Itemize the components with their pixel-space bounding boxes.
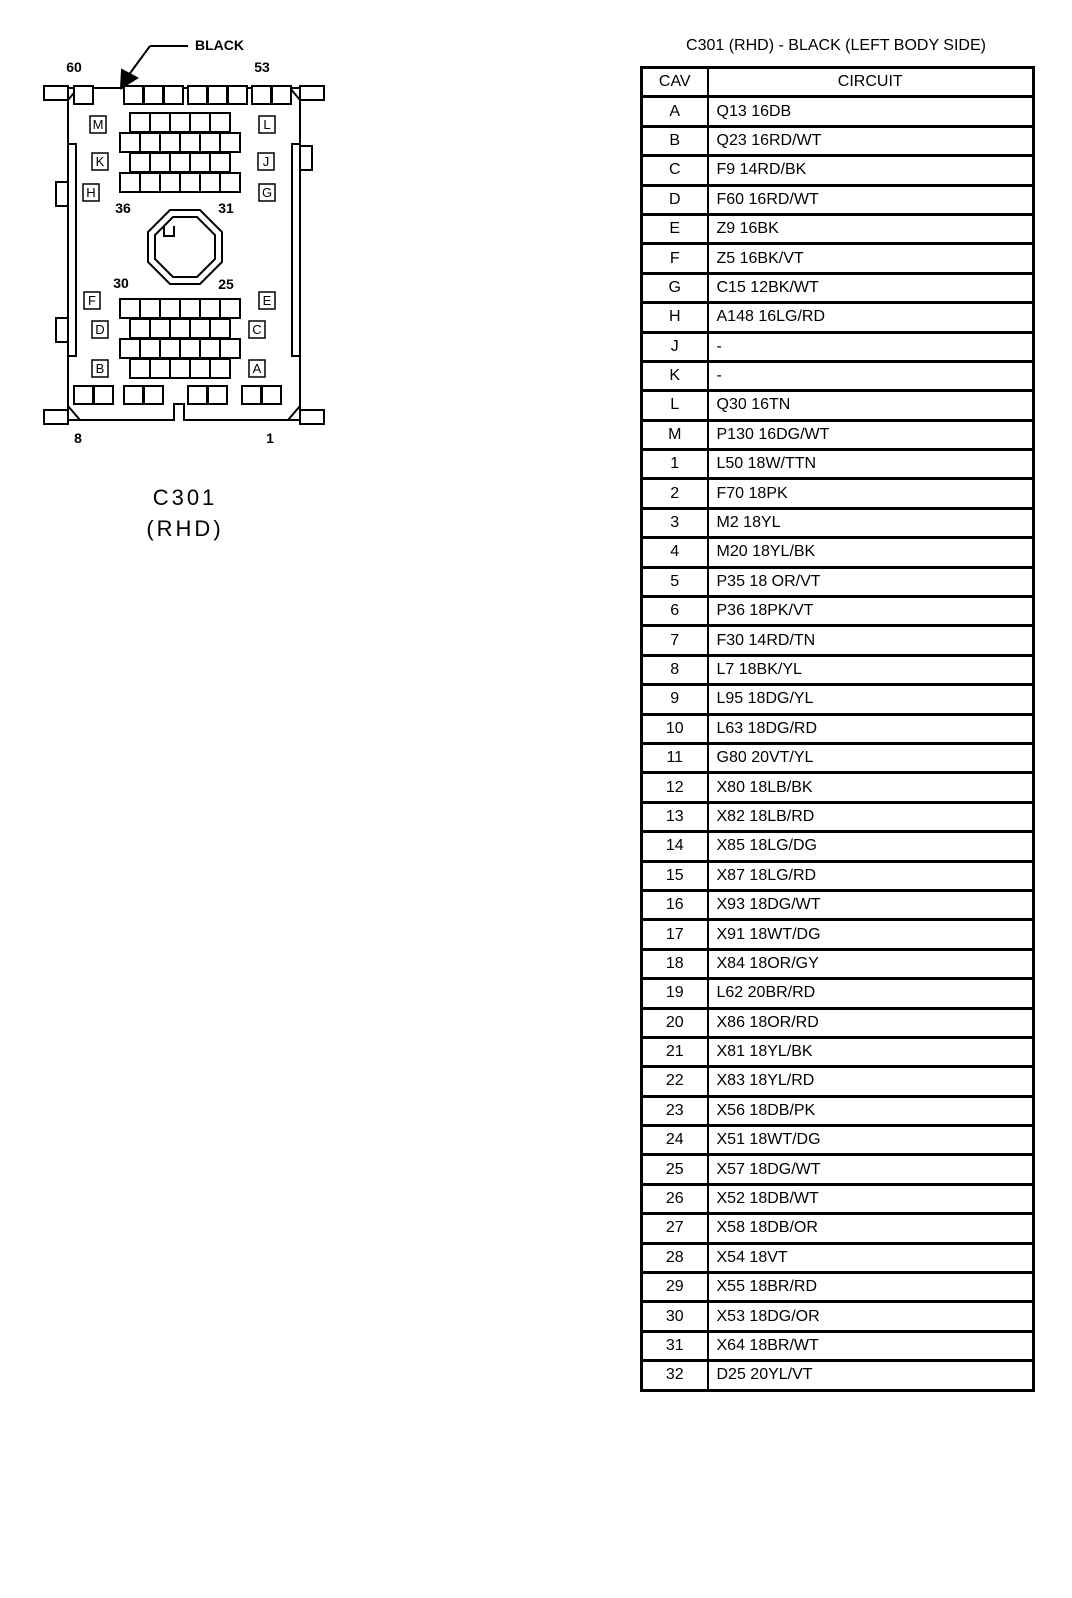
- circuit-cell: Q13 16DB: [708, 97, 1034, 126]
- terminal-cavity: [120, 339, 140, 358]
- terminal-cavity: [180, 339, 200, 358]
- circuit-cell: X86 18OR/RD: [708, 1008, 1034, 1037]
- table-row: [642, 685, 1034, 714]
- terminal-cavity: [190, 319, 210, 338]
- cavity-letter: G: [261, 185, 273, 200]
- cavity-cell: 27: [642, 1214, 708, 1243]
- table-row: [642, 714, 1034, 743]
- circuit-cell: L50 18W/TTN: [708, 450, 1034, 479]
- circuit-cell: X58 18DB/OR: [708, 1214, 1034, 1243]
- cavity-cell: 1: [642, 450, 708, 479]
- cavity-letter: L: [263, 117, 271, 132]
- table-row: [642, 979, 1034, 1008]
- table-row: [642, 743, 1034, 772]
- table-row: [642, 1155, 1034, 1184]
- cavity-cell: 15: [642, 861, 708, 890]
- circuit-cell: X83 18YL/RD: [708, 1067, 1034, 1096]
- table-row: [642, 508, 1034, 537]
- terminal-cavity: [208, 86, 227, 104]
- cavity-cell: 24: [642, 1126, 708, 1155]
- circuit-cell: Z5 16BK/VT: [708, 244, 1034, 273]
- table-row: [642, 626, 1034, 655]
- pin-number-label: 36: [115, 200, 131, 216]
- cavity-cell: 25: [642, 1155, 708, 1184]
- terminal-cavity: [124, 386, 143, 404]
- cavity-cell: 18: [642, 949, 708, 978]
- table-row: [642, 861, 1034, 890]
- cavity-letter: M: [92, 117, 104, 132]
- table-row: [642, 773, 1034, 802]
- terminal-cavity: [170, 359, 190, 378]
- cavity-letter: C: [252, 322, 262, 337]
- terminal-cavity: [150, 153, 170, 172]
- pin-number-label: 8: [74, 430, 82, 446]
- table-row: [642, 832, 1034, 861]
- cavity-cell: 3: [642, 508, 708, 537]
- table-row: [642, 185, 1034, 214]
- table-row: [642, 1008, 1034, 1037]
- terminal-cavity: [150, 319, 170, 338]
- table-row: [642, 1214, 1034, 1243]
- cavity-cell: 31: [642, 1331, 708, 1360]
- terminal-cavity: [220, 133, 240, 152]
- terminal-cavity: [124, 86, 143, 104]
- table-row: [642, 1067, 1034, 1096]
- table-row: [642, 303, 1034, 332]
- pin-number-label: 30: [113, 275, 129, 291]
- terminal-cavity: [140, 173, 160, 192]
- cavity-letter: F: [88, 293, 96, 308]
- circuit-cell: X87 18LG/RD: [708, 861, 1034, 890]
- table-row: [642, 214, 1034, 243]
- table-row: [642, 567, 1034, 596]
- circuit-cell: C15 12BK/WT: [708, 273, 1034, 302]
- circuit-cell: Q30 16TN: [708, 391, 1034, 420]
- terminal-cavity: [74, 386, 93, 404]
- pointer-label: BLACK: [195, 37, 244, 53]
- cavity-circuit-table: [640, 66, 1035, 1392]
- terminal-cavity: [200, 133, 220, 152]
- circuit-cell: P35 18 OR/VT: [708, 567, 1034, 596]
- column-header-cav: CAV: [642, 68, 708, 97]
- table-row: [642, 273, 1034, 302]
- cavity-cell: 30: [642, 1302, 708, 1331]
- cavity-cell: E: [642, 214, 708, 243]
- table-row: [642, 479, 1034, 508]
- table-row: [642, 597, 1034, 626]
- circuit-cell: G80 20VT/YL: [708, 743, 1034, 772]
- terminal-cavity: [210, 319, 230, 338]
- table-row: [642, 920, 1034, 949]
- circuit-cell: L62 20BR/RD: [708, 979, 1034, 1008]
- cavity-cell: 2: [642, 479, 708, 508]
- cavity-cell: 28: [642, 1243, 708, 1272]
- pin-number-label: 31: [218, 200, 234, 216]
- table-row: [642, 420, 1034, 449]
- circuit-cell: X54 18VT: [708, 1243, 1034, 1272]
- circuit-cell: X55 18BR/RD: [708, 1273, 1034, 1302]
- cavity-cell: K: [642, 361, 708, 390]
- terminal-cavity: [120, 173, 140, 192]
- circuit-cell: P36 18PK/VT: [708, 597, 1034, 626]
- cavity-cell: 9: [642, 685, 708, 714]
- circuit-cell: X64 18BR/WT: [708, 1331, 1034, 1360]
- cavity-cell: 11: [642, 743, 708, 772]
- table-row: [642, 332, 1034, 361]
- terminal-cavity: [190, 113, 210, 132]
- cavity-letter: D: [95, 322, 105, 337]
- caption-variant: (RHD): [146, 516, 224, 541]
- terminal-cavity: [144, 386, 163, 404]
- terminal-cavity: [170, 113, 190, 132]
- terminal-cavity: [180, 299, 200, 318]
- table-title: C301 (RHD) - BLACK (LEFT BODY SIDE): [686, 37, 986, 54]
- cavity-cell: F: [642, 244, 708, 273]
- circuit-cell: X85 18LG/DG: [708, 832, 1034, 861]
- circuit-cell: M2 18YL: [708, 508, 1034, 537]
- circuit-cell: P130 16DG/WT: [708, 420, 1034, 449]
- cavity-cell: 21: [642, 1037, 708, 1066]
- circuit-cell: L95 18DG/YL: [708, 685, 1034, 714]
- table-row: [642, 156, 1034, 185]
- terminal-cavity: [164, 86, 183, 104]
- table-row: [642, 450, 1034, 479]
- terminal-cavity: [130, 153, 150, 172]
- terminal-cavity: [252, 86, 271, 104]
- terminal-cavity: [262, 386, 281, 404]
- cavity-cell: G: [642, 273, 708, 302]
- cavity-cell: 26: [642, 1184, 708, 1213]
- cavity-cell: C: [642, 156, 708, 185]
- terminal-cavity: [190, 359, 210, 378]
- connector-caption: [125, 482, 245, 544]
- circuit-cell: M20 18YL/BK: [708, 538, 1034, 567]
- cavity-cell: 29: [642, 1273, 708, 1302]
- cavity-cell: J: [642, 332, 708, 361]
- table-row: [642, 1273, 1034, 1302]
- terminal-cavity: [160, 173, 180, 192]
- circuit-cell: X53 18DG/OR: [708, 1302, 1034, 1331]
- circuit-cell: L7 18BK/YL: [708, 655, 1034, 684]
- cavity-cell: D: [642, 185, 708, 214]
- circuit-cell: D25 20YL/VT: [708, 1361, 1034, 1390]
- pin-number-label: 1: [266, 430, 274, 446]
- cavity-cell: 16: [642, 890, 708, 919]
- terminal-cavity: [180, 133, 200, 152]
- circuit-cell: -: [708, 361, 1034, 390]
- cavity-cell: 14: [642, 832, 708, 861]
- table-row: [642, 391, 1034, 420]
- circuit-cell: L63 18DG/RD: [708, 714, 1034, 743]
- circuit-cell: F9 14RD/BK: [708, 156, 1034, 185]
- table-row: [642, 361, 1034, 390]
- terminal-cavity: [200, 173, 220, 192]
- cavity-cell: 32: [642, 1361, 708, 1390]
- table-row: [642, 1037, 1034, 1066]
- terminal-cavity: [94, 386, 113, 404]
- circuit-cell: X52 18DB/WT: [708, 1184, 1034, 1213]
- cavity-letter: E: [262, 293, 272, 308]
- connector-face-diagram: [0, 0, 340, 460]
- cavity-cell: 10: [642, 714, 708, 743]
- cavity-cell: 13: [642, 802, 708, 831]
- table-header-row: [642, 68, 1034, 97]
- terminal-cavity: [150, 113, 170, 132]
- terminal-cavity: [140, 133, 160, 152]
- circuit-cell: X80 18LB/BK: [708, 773, 1034, 802]
- terminal-cavity: [160, 133, 180, 152]
- cavity-cell: A: [642, 97, 708, 126]
- cavity-cell: 5: [642, 567, 708, 596]
- terminal-cavity: [210, 113, 230, 132]
- table-row: [642, 890, 1034, 919]
- terminal-cavity: [170, 153, 190, 172]
- table-row: [642, 1331, 1034, 1360]
- cavity-letter: K: [95, 154, 105, 169]
- table-row: [642, 1302, 1034, 1331]
- cavity-cell: 19: [642, 979, 708, 1008]
- circuit-cell: X81 18YL/BK: [708, 1037, 1034, 1066]
- terminal-cavity: [210, 359, 230, 378]
- terminal-cavity: [120, 133, 140, 152]
- terminal-cavity: [130, 319, 150, 338]
- terminal-cavity: [208, 386, 227, 404]
- terminal-cavity: [272, 86, 291, 104]
- table-row: [642, 1096, 1034, 1125]
- terminal-cavity: [242, 386, 261, 404]
- terminal-cavity: [74, 86, 93, 104]
- circuit-cell: X82 18LB/RD: [708, 802, 1034, 831]
- pin-number-label: 60: [66, 59, 82, 75]
- circuit-cell: F70 18PK: [708, 479, 1034, 508]
- terminal-cavity: [210, 153, 230, 172]
- cavity-cell: 17: [642, 920, 708, 949]
- caption-connector-id: C301: [152, 485, 218, 510]
- cavity-cell: 12: [642, 773, 708, 802]
- circuit-cell: X93 18DG/WT: [708, 890, 1034, 919]
- terminal-cavity: [120, 299, 140, 318]
- cavity-letter: B: [95, 361, 105, 376]
- terminal-cavity: [190, 153, 210, 172]
- terminal-cavity: [160, 299, 180, 318]
- table-row: [642, 1243, 1034, 1272]
- terminal-cavity: [200, 299, 220, 318]
- terminal-cavity: [200, 339, 220, 358]
- circuit-cell: X56 18DB/PK: [708, 1096, 1034, 1125]
- terminal-cavity: [140, 299, 160, 318]
- circuit-cell: Z9 16BK: [708, 214, 1034, 243]
- terminal-cavity: [130, 113, 150, 132]
- cavity-cell: 7: [642, 626, 708, 655]
- terminal-cavity: [220, 339, 240, 358]
- table-row: [642, 1361, 1034, 1390]
- terminal-cavity: [228, 86, 247, 104]
- table-row: [642, 126, 1034, 155]
- terminal-cavity: [188, 386, 207, 404]
- circuit-cell: Q23 16RD/WT: [708, 126, 1034, 155]
- terminal-cavity: [160, 339, 180, 358]
- cavity-cell: 4: [642, 538, 708, 567]
- black-pointer-arrow: [121, 46, 188, 88]
- table-row: [642, 949, 1034, 978]
- table-row: [642, 538, 1034, 567]
- cavity-cell: 23: [642, 1096, 708, 1125]
- table-row: [642, 802, 1034, 831]
- table-row: [642, 655, 1034, 684]
- circuit-cell: X84 18OR/GY: [708, 949, 1034, 978]
- terminal-cavity: [130, 359, 150, 378]
- cavity-cell: 22: [642, 1067, 708, 1096]
- circuit-cell: -: [708, 332, 1034, 361]
- cavity-cell: 20: [642, 1008, 708, 1037]
- terminal-cavity: [220, 173, 240, 192]
- table-row: [642, 244, 1034, 273]
- cavity-cell: B: [642, 126, 708, 155]
- pin-number-label: 53: [254, 59, 270, 75]
- terminal-cavity: [180, 173, 200, 192]
- cavity-cell: H: [642, 303, 708, 332]
- circuit-cell: F60 16RD/WT: [708, 185, 1034, 214]
- table-row: [642, 97, 1034, 126]
- terminal-cavity: [150, 359, 170, 378]
- circuit-cell: X91 18WT/DG: [708, 920, 1034, 949]
- terminal-cavity: [220, 299, 240, 318]
- circuit-cell: A148 16LG/RD: [708, 303, 1034, 332]
- cavity-letter: A: [252, 361, 262, 376]
- cavity-letter: J: [262, 154, 270, 169]
- circuit-cell: X57 18DG/WT: [708, 1155, 1034, 1184]
- terminal-cavity: [144, 86, 163, 104]
- column-header-circuit: CIRCUIT: [708, 68, 1034, 97]
- terminal-cavity: [140, 339, 160, 358]
- cavity-letter: H: [86, 185, 96, 200]
- terminal-cavity: [170, 319, 190, 338]
- table-row: [642, 1126, 1034, 1155]
- pin-number-label: 25: [218, 276, 234, 292]
- table-row: [642, 1184, 1034, 1213]
- circuit-cell: F30 14RD/TN: [708, 626, 1034, 655]
- cavity-cell: 8: [642, 655, 708, 684]
- circuit-cell: X51 18WT/DG: [708, 1126, 1034, 1155]
- cavity-cell: 6: [642, 597, 708, 626]
- center-keyway: [148, 210, 222, 284]
- terminal-cavity: [188, 86, 207, 104]
- cavity-cell: L: [642, 391, 708, 420]
- cavity-cell: M: [642, 420, 708, 449]
